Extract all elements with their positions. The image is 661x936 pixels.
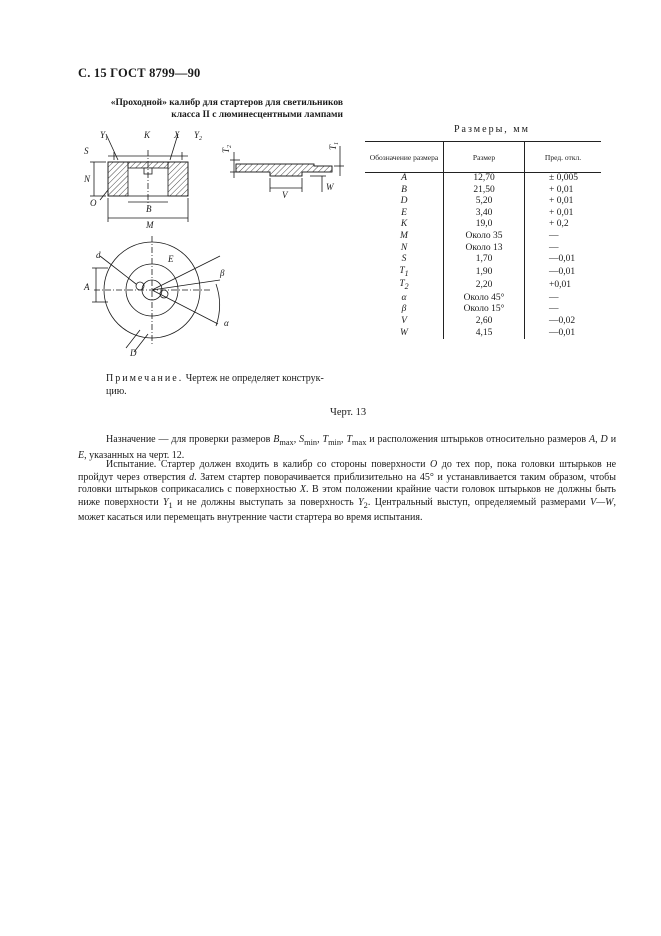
header-symbol: Обозначение размера bbox=[365, 142, 444, 173]
cell-symbol: S bbox=[401, 254, 407, 265]
cell-tolerance: —0,01 bbox=[525, 266, 602, 279]
label-alpha: α bbox=[224, 318, 229, 328]
table-row bbox=[365, 173, 601, 185]
cell-symbol: $T_2$ bbox=[399, 279, 409, 292]
cell-tolerance: — bbox=[525, 243, 602, 255]
cell-symbol: $T_1$ bbox=[399, 265, 409, 278]
header-tolerance: Пред. откл. bbox=[525, 142, 602, 173]
cell-symbol: A bbox=[401, 173, 407, 183]
table-caption: Размеры, мм bbox=[454, 124, 530, 135]
label-b: B bbox=[146, 204, 152, 214]
figure-label: Черт. 13 bbox=[330, 407, 367, 418]
label-d: d bbox=[96, 250, 101, 260]
note-text: Чертеж не определяет конструк- bbox=[183, 373, 324, 384]
cell-size: Около 45° bbox=[444, 293, 525, 305]
cell-tolerance: + 0,01 bbox=[525, 196, 602, 208]
table-row bbox=[365, 266, 601, 279]
table-row bbox=[365, 293, 601, 305]
cell-tolerance: —0,01 bbox=[525, 254, 602, 266]
cell-size: 1,90 bbox=[444, 266, 525, 279]
cell-symbol: K bbox=[400, 219, 408, 230]
cell-tolerance: + 0,2 bbox=[525, 219, 602, 231]
label-t1: $T_1$ bbox=[328, 141, 340, 150]
cell-tolerance: + 0,01 bbox=[525, 208, 602, 220]
cell-tolerance: +0,01 bbox=[525, 279, 602, 292]
cell-size: 2,20 bbox=[444, 279, 525, 292]
table-row bbox=[365, 316, 601, 328]
cell-size: Около 13 bbox=[444, 243, 525, 255]
cell-size: 5,20 bbox=[444, 196, 525, 208]
cell-symbol: D bbox=[400, 196, 408, 207]
cell-symbol: B bbox=[401, 184, 407, 195]
cell-symbol: V bbox=[401, 315, 407, 326]
dimensions-table bbox=[365, 141, 601, 339]
table-body bbox=[365, 173, 601, 340]
cell-size: Около 35 bbox=[444, 231, 525, 243]
label-m: M bbox=[146, 220, 154, 230]
table-row bbox=[365, 219, 601, 231]
cell-size: 2,60 bbox=[444, 316, 525, 328]
cell-tolerance: + 0,01 bbox=[525, 185, 602, 197]
label-k: K bbox=[144, 130, 151, 140]
label-beta: β bbox=[220, 268, 225, 278]
label-y1: $Y_1$ bbox=[100, 130, 109, 142]
plan-view bbox=[92, 236, 220, 352]
cell-symbol: N bbox=[400, 242, 408, 253]
cell-size: 21,50 bbox=[444, 185, 525, 197]
cell-symbol: W bbox=[400, 327, 408, 338]
table-row bbox=[365, 243, 601, 255]
section-view bbox=[90, 134, 188, 222]
figure-title-line-2: класса II с люминесцентными лампами bbox=[171, 110, 343, 120]
cell-size: 3,40 bbox=[444, 208, 525, 220]
label-v: V bbox=[282, 190, 288, 200]
note-continuation: цию. bbox=[106, 386, 127, 397]
cell-tolerance: — bbox=[525, 293, 602, 305]
header-size: Размер bbox=[444, 142, 525, 173]
table-row bbox=[365, 196, 601, 208]
table-row bbox=[365, 304, 601, 316]
cell-size: Около 15° bbox=[444, 304, 525, 316]
label-s: S bbox=[84, 146, 89, 156]
purpose-paragraph: Назначение — для проверки размеров $B_{max}$, $S_{min}$, $T_{min}$, $T_{max}$ и расположения штырьков относительно размеров A, D и E, указанных на черт. 12. bbox=[78, 434, 617, 461]
cell-tolerance: — bbox=[525, 304, 602, 316]
table-row bbox=[365, 208, 601, 220]
note bbox=[106, 372, 356, 398]
page-header: С. 15 ГОСТ 8799—90 bbox=[78, 66, 201, 80]
label-e: E bbox=[168, 254, 174, 264]
label-w: W bbox=[326, 182, 334, 192]
label-x: X bbox=[174, 130, 180, 140]
cell-tolerance: —0,01 bbox=[525, 328, 602, 340]
cell-tolerance: —0,02 bbox=[525, 316, 602, 328]
cell-size: 12,70 bbox=[444, 173, 525, 185]
technical-drawing bbox=[70, 120, 360, 360]
table-row bbox=[365, 231, 601, 243]
cell-symbol: β bbox=[401, 304, 407, 315]
cell-size: 19,0 bbox=[444, 219, 525, 231]
label-y2: $Y_2$ bbox=[194, 130, 203, 142]
table-row bbox=[365, 185, 601, 197]
cell-symbol: α bbox=[401, 292, 407, 303]
cell-size: 1,70 bbox=[444, 254, 525, 266]
table-row bbox=[365, 279, 601, 292]
label-a: A bbox=[84, 282, 90, 292]
table-row bbox=[365, 254, 601, 266]
cell-symbol: M bbox=[400, 230, 408, 241]
note-prefix: Примечание. bbox=[106, 373, 184, 384]
cell-symbol: E bbox=[401, 207, 407, 218]
label-n: N bbox=[84, 174, 91, 184]
label-dim-d: D bbox=[130, 348, 137, 358]
cell-size: 4,15 bbox=[444, 328, 525, 340]
table-row bbox=[365, 328, 601, 340]
label-t2: $T_2$ bbox=[221, 144, 233, 153]
figure-title-line-1: «Проходной» калибр для стартеров для светильников bbox=[110, 98, 343, 108]
test-paragraph: Испытание. Стартер должен входить в калибр со стороны поверхности O до тех пор, пока головки штырьков не пройдут через отверстия d. Затем стартер поворачивается приблизительно на 45° и устанавливается таким образом, чтобы головки штырьков соприкасались с поверхностью X. В этом положении крайние части головок штырьков не должны быть ниже поверхности $Y_1$ и не должны выступать за поверхность $Y_2$. Центральный выступ, определяемый размерами V—W, может касаться или перемещать внутренние части стартера во время испытания. bbox=[78, 459, 617, 523]
cell-tolerance: ± 0,005 bbox=[525, 173, 602, 185]
cell-tolerance: — bbox=[525, 231, 602, 243]
label-o: O bbox=[90, 198, 97, 208]
